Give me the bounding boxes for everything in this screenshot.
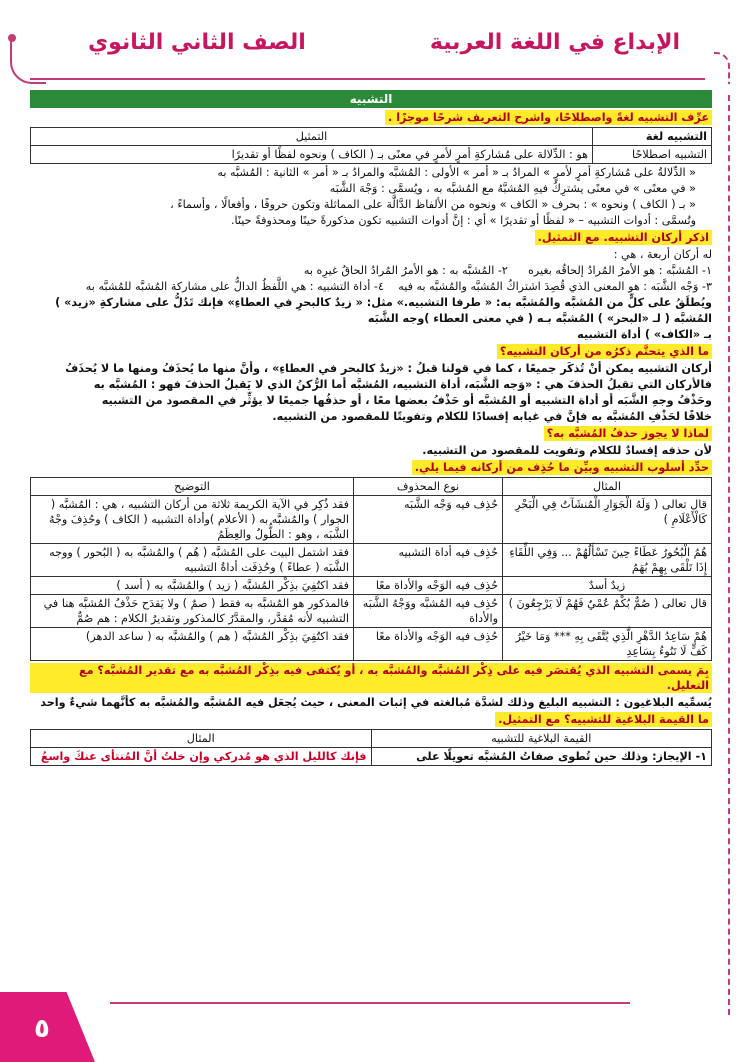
type-cell: حُذِف فيه أداة التشبيه	[354, 544, 503, 577]
definition-table-header-1: التشبيه لغة	[593, 128, 712, 146]
answer-mandatory-3: وحَذْفُ وجهِ الشَّبَه أو أداة التشبيه أو المُشبَّه أو حَذْفُ بعضها معًا ، أو حذفُها جميعًا لا يؤثِّر في المقصود من التشبيه	[101, 394, 712, 407]
pillar-3: ٣- وَجْه الشَّبَه : هو المعنى الذي قُصِدَ اشتراكُ المُشبَّه والمُشبَّه به فيه	[398, 280, 712, 293]
answer-mandatory-1: أركان التشبيه يمكن أنْ تُذكَر جميعًا ، كما في قولنا قبلُ : «زيدٌ كالبحر في العطاءِ» ، وأنَّ منها ما يُحذَفُ ومنها ما لا يُحذَفُ	[65, 362, 712, 375]
definition-row-label: التشبيه اصطلاحًا	[593, 146, 712, 164]
example-cell: هُمْ سَاعِدُ الدَّهْرِ الَّذِي يُتَّقَى بِهِ *** وَمَا خَيْرُ كَفٍّ لَا تَنُوءُ بِسَاعِدِ	[503, 628, 712, 661]
value-cell: ١- الإيجاز: وذلك حين تُطوى صفاتُ المُشبَّه تعويلًا على	[371, 748, 712, 766]
value-table-header-value: القيمة البلاغية للتشبيه	[371, 730, 712, 748]
explain-cell: فالمذكور هو المُشبَّه به فقط ( صمٌ ) ولا يَقدَح حَذْفُ المُشبَّه هنا في التشبيه لأنه مُقدَّر، والمقدَّرُ كالمذكور وتقديرُ الكلام : هم صُمٌّ	[31, 595, 354, 628]
explain-line-2: « في معنًى » في معنًى يشترِكُ فيهِ المُشبَّهُ مع المُشبَّه به ، ويُسمَّى : وَجْهَ الشَّبَه	[329, 182, 696, 195]
type-cell: حُذِف فيه الوَجْه والأداة معًا	[354, 577, 503, 595]
pillars-intro: له أركان أربعة ، هي :	[613, 248, 712, 261]
question-definition: عرِّف التشبيه لغةً واصطلاحًا، واشرح التعريف شرحًا موجزًا .	[385, 110, 712, 125]
type-cell: حُذِف فيه الوَجْه والأداة معًا	[354, 628, 503, 661]
table-row	[31, 577, 712, 595]
question-identify-style: حدِّد أسلوب التشبيه وبيِّن ما حُذِف من أركانه فيما يلي.	[412, 460, 712, 475]
pillars-note-1: ويُطلَقُ على كلٍّ من المُشبَّه والمُشبَّه به: « طرفا التشبيه.» مثل: « زيدٌ كالبحرِ في العطاءِ» فإنك تَدُلُّ على مشاركةِ «زيد» )	[55, 296, 712, 309]
explain-cell: فقد اكتُفِيَ بذِكْر المُشبَّه ( زيد ) والمُشبَّه به ( أسد )	[31, 577, 354, 595]
answer-mandatory-2: فالأركان التي تقبلُ الحذفَ هي : «وَجه الشَّبَه، أداة التشبيه، المُشبَّه أما الرُّكنُ الذي لا يَقبلُ الحذفَ فهو : المُشبَّه به	[93, 378, 712, 391]
answer-baligh-name: يُسمِّيه البلاغيون : التشبيه البليغ وذلك لشدَّة مُبالغته في إثبات المعنى ، حيث يُجعَل فيه المُشبَّه والمُشبَّه به كأنَّهما شيءٌ واحد	[40, 696, 712, 709]
value-table-header-example: المثال	[31, 730, 372, 748]
pillar-2: ٢- المُشبَّه به : هو الأمرُ المُرادُ الحاقُ غيرِه به	[303, 264, 508, 277]
question-baligh-name: بِمَ يسمى التشبيه الذي يُقتصَر فيه على ذِكْر المُشبَّه والمُشبَّه به ، أو يُكتفى فيه بذِكْر المُشبَّه به مع تقدير المُشبَّه؟ مع التعليل.	[30, 663, 712, 693]
type-cell: حُذِف فيه وَجْه الشَّبَه	[354, 496, 503, 544]
definition-table	[30, 127, 712, 164]
table-row	[31, 748, 712, 766]
style-table-header-explain: التوضيح	[31, 478, 354, 496]
definition-table-header-2: التمثيل	[31, 128, 593, 146]
frame-dashed-border	[728, 95, 730, 1015]
type-cell: حُذِف فيه المُشبَّه ووَجْهُ الشَّبَه والأداة	[354, 595, 503, 628]
style-table-header-type: نوع المحذوف	[354, 478, 503, 496]
pillars-note-2: المُشبَّه ( لـ «البحر» ) المُشبَّه بـه ( في معنى العطاء )وجه الشَّبَه	[367, 312, 712, 325]
value-table	[30, 729, 712, 766]
example-cell: قال تعالى ( صُمٌّ بُكْمٌ عُمْيٌ فَهُمْ لَا يَرْجِعُونَ )	[503, 595, 712, 628]
explain-line-4: وتُسمَّى : أدوات التشبيه – « لفظًا أو تقديرًا » أي : إنَّ أدوات التشبيه تكون مذكورةً حينًا ومحذوفةً حينًا.	[230, 214, 696, 227]
question-mandatory-pillar: ما الذي يتحتَّم ذكرُه من أركان التشبيه؟	[497, 344, 712, 359]
answer-why-not-delete: لأن حذفه إفسادٌ للكلام وتفويت للمقصود من التشبيه.	[422, 444, 712, 457]
question-pillars: اذكر أركان التشبيه. مع التمثيل.	[535, 230, 712, 245]
header-divider	[30, 78, 705, 80]
page-number: ٥	[34, 1014, 50, 1044]
pillar-1: ١- المُشبَّه : هو الأمرُ المُرادُ إلحاقُه بغيره	[527, 264, 712, 277]
section-title-bar: التشبيه	[30, 90, 712, 108]
table-row	[31, 544, 712, 577]
pillars-note-3: بـ «الكاف» ) أداة التشبيه	[577, 328, 712, 341]
table-row	[31, 595, 712, 628]
question-rhetorical-value: ما القيمة البلاغية للتشبيه؟ مع التمثيل.	[495, 712, 712, 727]
grade-title: الصف الثاني الثانوي	[88, 30, 306, 55]
style-table	[30, 477, 712, 661]
style-table-header-example: المثال	[503, 478, 712, 496]
pillar-4: ٤- أداة التشبيه : هي اللَّفظُ الدالُّ على مشاركة المُشبَّه للمُشبَّه به	[85, 280, 384, 293]
explain-line-1: « الدِّلالةُ على مُشاركةِ أمرٍ لأمرٍ » المرادُ بـ « أمر » الأولى : المُشبَّه والمرادُ بـ « أمر » الثانية : المُشبَّه به	[217, 166, 696, 179]
page-content	[30, 90, 712, 766]
example-verse-cell: فإنك كالليل الذي هو مُدركي وإن خلتُ أنَّ المُنتأى عنكَ واسعُ	[31, 748, 372, 766]
example-cell: زيدٌ أسدٌ	[503, 577, 712, 595]
explain-cell: فقد اكتُفِيَ بذِكْر المُشبَّه ( هم ) والمُشبَّه به ( ساعد الدهر)	[31, 628, 354, 661]
example-cell: قال تعالى ( وَلَهُ الْجَوَارِ الْمُنشَآتُ فِي الْبَحْرِ كَالْأَعْلَامِ )	[503, 496, 712, 544]
table-row	[31, 496, 712, 544]
question-why-not-delete: لماذا لا يجوز حذفُ المُشبَّه به؟	[544, 426, 712, 441]
explain-cell: فقد اشتمل البيت على المُشبَّه ( هُم ) والمُشبَّه به ( البُحور ) ووجه الشَّبَه ( عطاءً ) وحُذِفَت أداةُ التشبيه	[31, 544, 354, 577]
answer-mandatory-4: خلافًا لحَذْفِ المُشبَّه به فإنَّ في غيابه إفسادًا للكلام وتفويتًا للمقصود من التشبيه.	[272, 410, 712, 423]
frame-corner-ornament	[714, 52, 730, 84]
explain-line-3: « بـ ( الكاف ) ونحوه » : بحرف « الكاف » ونحوه من الألفاظ الدَّالَّة على المماثلة وتكون حروفًا ، وأفعالًا ، وأسماءً ،	[170, 198, 696, 211]
book-title: الإبداع في اللغة العربية	[429, 30, 680, 55]
example-cell: هُمُ الْبُحُورُ عَطَاءً حِينَ تَسْأَلُهُمْ ... وَفِي اللِّقَاءِ إِذَا تَلْقَى بِهِمْ بُهَمُ	[503, 544, 712, 577]
explain-cell: فقد ذُكِر في الآية الكريمة ثلاثة من أركان التشبيه ، هي : المُشبَّه ( الجوار ) والمُشبَّه به ( الأعلام )وأداة التشبيه ( الكاف ) وحُذِفَ وجْهُ الشَّبَه ، وهو : الطُّولُ والعِظَمُ	[31, 496, 354, 544]
definition-row-text: هو : الدِّلالة على مُشاركةِ أمرٍ لأمرٍ في معنًى بـ ( الكاف ) ونحوه لفظًا أو تقديرًا	[31, 146, 593, 164]
footer-divider	[110, 1002, 630, 1004]
table-row	[31, 628, 712, 661]
